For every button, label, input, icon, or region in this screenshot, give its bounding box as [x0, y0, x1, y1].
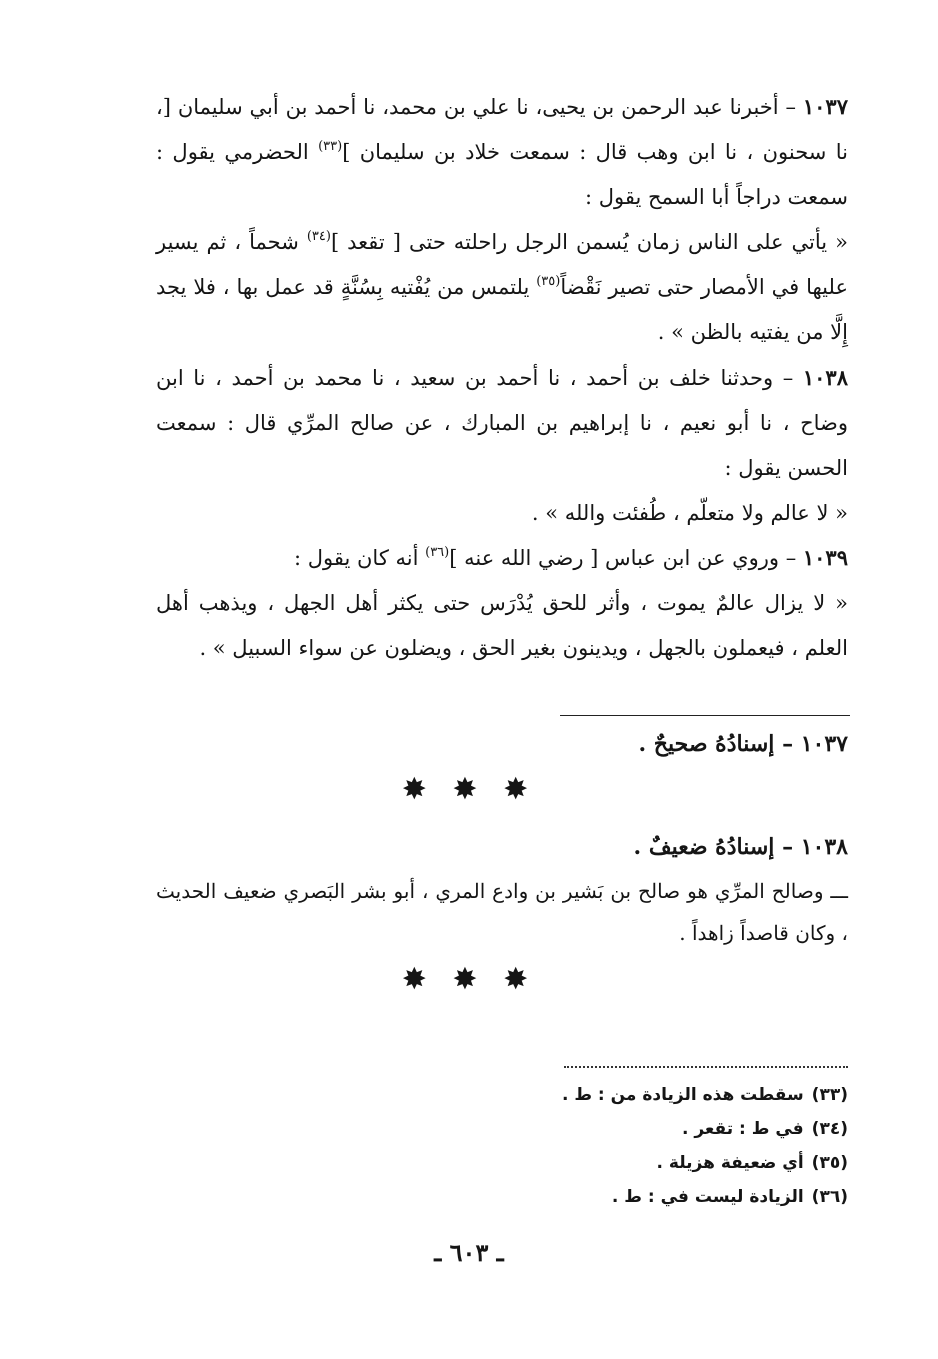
footnote-text: في ط : تقعر . [681, 1119, 804, 1139]
grade-1037 [156, 727, 848, 761]
footnote-number: (٣٦) [811, 1187, 848, 1207]
commentary-divider [560, 715, 850, 716]
footnote-ref: (٣٣) [318, 139, 343, 154]
footnote-divider [564, 1066, 848, 1068]
footnote-text: أي ضعيفة هزيلة . [656, 1153, 804, 1173]
hadith-matn-text: شحماً ، ثم يسير عليها في الأمصار حتى تصير نَقْضاً [156, 230, 848, 299]
grade-dash: – [774, 731, 801, 757]
hadith-isnad: وحدثنا خلف بن أحمد ، نا أحمد بن سعيد ، نا محمد بن أحمد ، نا ابن وضاح ، نا أبو نعيم ، نا إبراهيم بن المبارك ، عن صالح المرِّي قال : سمعت الحسن يقول : [156, 366, 848, 480]
footnote-text: سقطت هذه الزيادة من : ط . [561, 1085, 804, 1105]
footnote-item [448, 1078, 848, 1112]
footnote-text: الزيادة ليست في : ط . [611, 1187, 804, 1207]
hadith-matn-text: يلتمس من يُفْتيه بِسُنَّةٍ قد عمل بها ، فلا يجد إِلَّا من يفتيه بالظن » . [156, 275, 848, 344]
footnote-ref: (٣٤) [306, 229, 331, 244]
hadith-number: ١٠٣٨ [802, 365, 848, 390]
commentary-note: ـــ وصالح المرِّي هو صالح بن بَشير بن وادع المري ، أبو بشر البَصري ضعيف الحديث ، وكان قاصداً زاهداً . [156, 879, 848, 945]
hadith-1037 [156, 84, 848, 355]
footnote-number: (٣٥) [811, 1153, 848, 1173]
footnote-ref: (٣٦) [425, 545, 450, 560]
hadith-number: ١٠٣٩ [802, 545, 848, 570]
footnote-item [448, 1180, 848, 1214]
hadith-matn: « لا يزال عالمٌ يموت ، وأثر للحق يُدْرَس حتى يكثر أهل الجهل ، ويذهب أهل العلم ، فيعملون بالجهل ، ويدينون بغير الحق ، ويضلون عن سواء السبيل » . [156, 591, 848, 660]
grade-number: ١٠٣٧ [800, 731, 848, 757]
grade-1038 [156, 830, 848, 864]
footnote-number: (٣٤) [811, 1119, 848, 1139]
hadith-isnad: وروي عن ابن عباس [ رضي الله عنه ] [449, 546, 780, 570]
hadith-matn-text: « يأتي على الناس زمان يُسمن الرجل راحلته حتى [ تقعد ] [330, 230, 848, 254]
hadith-dash: – [778, 95, 803, 119]
hadith-1039 [156, 535, 848, 671]
hadith-isnad: أخبرنا عبد الرحمن بن يحيى، نا علي بن محمد، نا أحمد بن أبي سليمان [، نا سحنون ، نا ابن وهب قال : سمعت خلاد بن سليمان ] [156, 95, 848, 164]
grade-dash: – [774, 834, 801, 860]
page-number: ـ ٦٠٣ ـ [434, 1238, 504, 1267]
section-separator: ✸ ✸ ✸ [401, 772, 537, 807]
footnotes [448, 1078, 848, 1214]
hadith-isnad: الحضرمي يقول : سمعت دراجاً أبا السمح يقول : [156, 140, 848, 209]
footnote-item [448, 1112, 848, 1146]
hadith-number: ١٠٣٧ [802, 94, 848, 119]
hadith-matn: « لا عالم ولا متعلّم ، طُفئت والله » . [531, 501, 848, 525]
footnote-ref: (٣٥) [536, 274, 561, 289]
hadith-dash: – [779, 546, 803, 570]
hadith-dash: – [773, 366, 803, 390]
footnote-number: (٣٣) [811, 1085, 848, 1105]
grade-text: إسنادُهُ ضعيفٌ . [633, 834, 775, 860]
grade-number: ١٠٣٨ [800, 834, 848, 860]
hadith-isnad: أنه كان يقول : [294, 546, 426, 570]
section-separator: ✸ ✸ ✸ [401, 962, 537, 997]
footnote-item [448, 1146, 848, 1180]
hadith-1038 [156, 355, 848, 536]
grade-text: إسنادُهُ صحيحٌ . [638, 731, 775, 757]
hadith-matn [156, 220, 848, 355]
